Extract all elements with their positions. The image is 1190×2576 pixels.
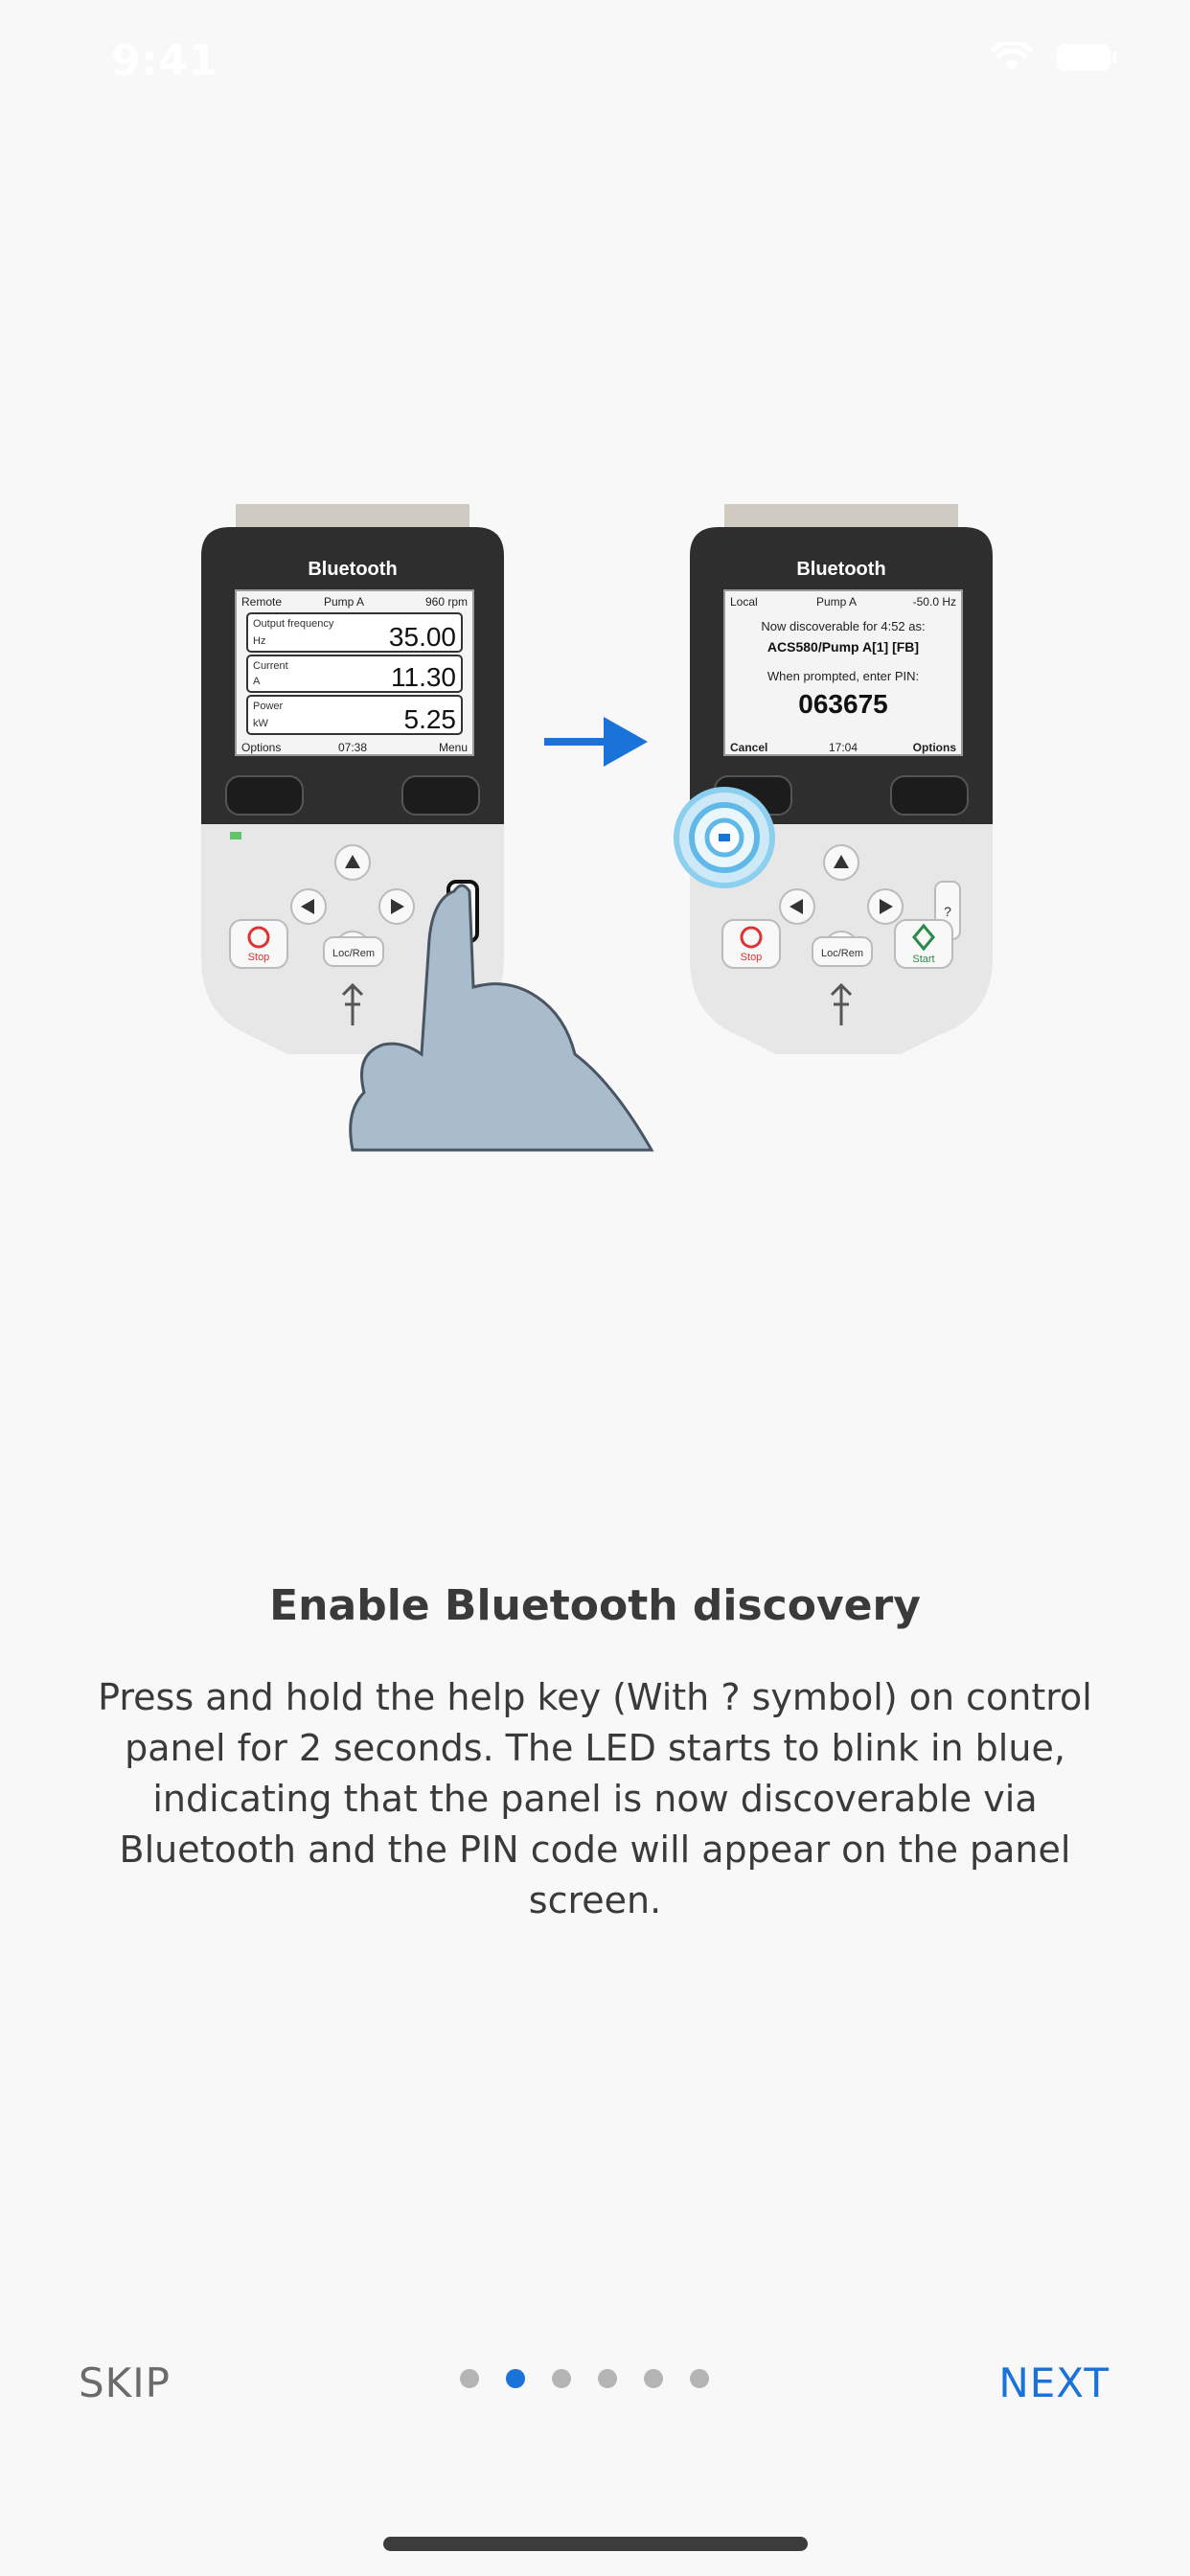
status-time: 9:41 xyxy=(111,36,218,85)
page-dot-5[interactable] xyxy=(644,2369,663,2388)
right-help-key: ? xyxy=(944,904,951,919)
right-status-local: Local xyxy=(730,595,758,609)
left-reading-unit-1: Hz xyxy=(253,635,266,647)
left-stop-key: Stop xyxy=(247,952,270,963)
left-status-rpm: 960 rpm xyxy=(424,595,468,609)
right-softkey-options: Options xyxy=(912,741,956,754)
left-reading-unit-3: kW xyxy=(253,718,268,729)
home-indicator xyxy=(383,2537,808,2551)
right-status-pump: Pump A xyxy=(816,595,858,609)
right-softkey-cancel: Cancel xyxy=(730,741,768,754)
left-status-pump: Pump A xyxy=(324,595,365,609)
status-bar xyxy=(0,0,1190,125)
left-locrem-key: Loc/Rem xyxy=(332,948,376,959)
left-reading-value-3: 5.25 xyxy=(403,704,456,734)
left-panel-brand: Bluetooth xyxy=(308,559,398,580)
page-dot-3[interactable] xyxy=(552,2369,571,2388)
right-panel-brand: Bluetooth xyxy=(796,559,886,580)
right-status-hz: -50.0 Hz xyxy=(912,595,956,609)
right-clock: 17:04 xyxy=(828,741,858,754)
left-reading-label-1: Output frequency xyxy=(253,618,334,630)
right-control-panel xyxy=(676,504,993,1054)
page-dot-2[interactable] xyxy=(506,2369,525,2388)
left-reading-value-2: 11.30 xyxy=(391,662,456,692)
right-line-1: Now discoverable for 4:52 as: xyxy=(761,619,926,633)
blinking-led-icon xyxy=(676,790,772,886)
left-control-panel xyxy=(201,504,652,1150)
next-button[interactable]: NEXT xyxy=(998,2359,1110,2406)
page-title: Enable Bluetooth discovery xyxy=(269,1581,921,1630)
right-start-key: Start xyxy=(912,954,935,965)
wifi-icon xyxy=(991,42,1033,73)
bluetooth-discovery-illustration xyxy=(0,479,1190,1169)
left-softkey-menu: Menu xyxy=(438,741,468,754)
right-pin: 063675 xyxy=(798,689,888,719)
arrow-right-icon xyxy=(544,717,648,767)
page-description: Press and hold the help key (With ? symbol) on control panel for 2 seconds. The LED starts to blink in blue, indicating that the panel is now discoverable via Bluetooth and the PIN code will appear on the panel screen. xyxy=(98,1676,1092,1921)
right-line-3: When prompted, enter PIN: xyxy=(767,669,920,683)
skip-button[interactable]: SKIP xyxy=(79,2359,171,2406)
left-reading-label-2: Current xyxy=(253,660,288,672)
right-stop-key: Stop xyxy=(740,952,763,963)
left-clock: 07:38 xyxy=(337,741,368,754)
page-dot-4[interactable] xyxy=(598,2369,617,2388)
left-reading-value-1: 35.00 xyxy=(388,622,456,652)
left-reading-unit-2: A xyxy=(253,676,261,687)
left-reading-label-3: Power xyxy=(253,701,284,712)
page-dot-6[interactable] xyxy=(690,2369,709,2388)
left-softkey-options: Options xyxy=(241,741,282,754)
right-locrem-key: Loc/Rem xyxy=(820,948,864,959)
status-icons xyxy=(991,42,1117,73)
battery-icon xyxy=(1056,43,1117,72)
page-dot-1[interactable] xyxy=(460,2369,479,2388)
left-status-remote: Remote xyxy=(241,595,283,609)
page-indicator xyxy=(460,2367,709,2390)
right-line-2: ACS580/Pump A[1] [FB] xyxy=(767,639,920,655)
